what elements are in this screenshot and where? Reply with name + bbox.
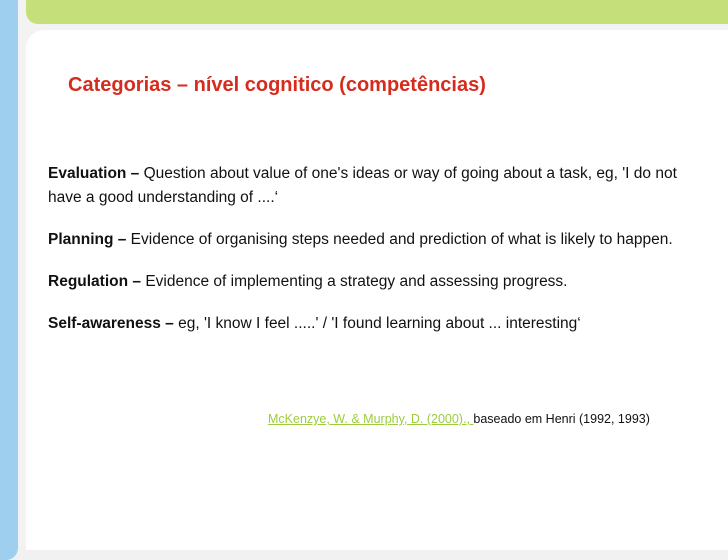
item-term: Evaluation – xyxy=(48,165,140,182)
item-term: Self-awareness – xyxy=(48,315,174,332)
item-regulation xyxy=(48,270,688,294)
item-evaluation xyxy=(48,162,688,210)
left-accent-bar xyxy=(0,0,18,560)
item-planning xyxy=(48,228,688,252)
slide-content xyxy=(48,162,688,354)
slide-title: Categorias – nível cognitico (competências) xyxy=(68,74,486,96)
item-text: eg, 'I know I feel .....' / 'I found learning about ... interesting‘ xyxy=(173,315,581,332)
item-text: Evidence of organising steps needed and prediction of what is likely to happen. xyxy=(126,231,673,248)
top-accent-bar xyxy=(26,0,728,24)
item-term: Planning – xyxy=(48,231,127,248)
citation-text: baseado em Henri (1992, 1993) xyxy=(473,412,650,426)
item-text: Question about value of one's ideas or way of going about a task, eg, 'I do not have a good understanding of ....‘ xyxy=(48,165,677,206)
item-text: Evidence of implementing a strategy and assessing progress. xyxy=(141,273,568,290)
citation xyxy=(268,412,650,426)
item-self-awareness xyxy=(48,312,688,336)
citation-link[interactable]: McKenzye, W. & Murphy, D. (2000)., xyxy=(268,412,474,426)
item-term: Regulation – xyxy=(48,273,142,290)
